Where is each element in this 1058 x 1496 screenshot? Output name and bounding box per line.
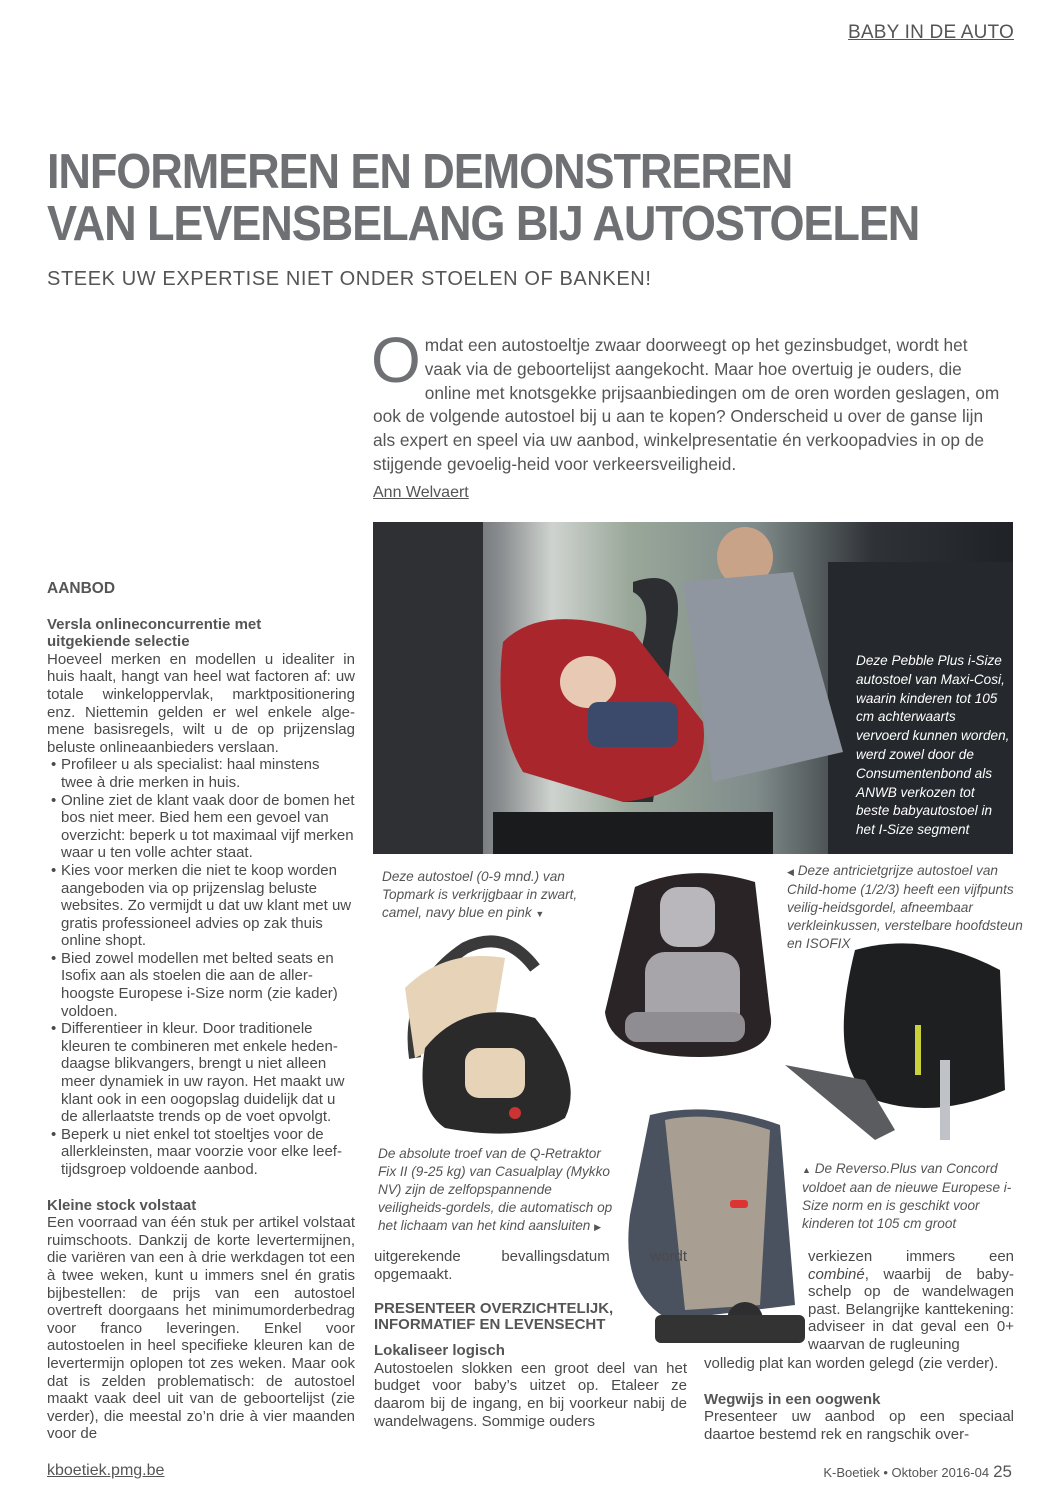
caption-childhome (787, 862, 1037, 953)
text-line: , waarbij de baby- (864, 1265, 1014, 1283)
headrest-insert (660, 887, 715, 947)
section-heading-aanbod: AANBOD (47, 580, 116, 597)
isofix-base (493, 812, 773, 854)
buckle (509, 1107, 521, 1119)
caption-topmark (382, 868, 597, 923)
seat-cushion (625, 1012, 745, 1042)
subheading-wegwijs: Wegwijs in een oogwenk (704, 1390, 881, 1408)
text-line: verkiezen immers een (808, 1248, 1014, 1265)
issue-label: K-Boetiek • Oktober 2016-04 (823, 1465, 990, 1480)
arrow-down-icon: ▼ (535, 909, 545, 919)
page-subtitle: STEEK UW EXPERTISE NIET ONDER STOELEN OF BANKEN! (47, 268, 652, 290)
seat-body (844, 943, 1005, 1108)
indicator-strip (915, 1025, 921, 1075)
intro-paragraph (371, 324, 1003, 477)
bullet-item: • Differentieer in kleur. Door traditionele kleuren te combineren met enkele heden-daagse blikvangers, brengt u niet alleen meer dynamiek in uw rayon. Het maakt uw klant ook in een oogopslag duidelijk dat u de allerlaatste trends op de voet opvolgt. (47, 1020, 355, 1126)
baby-face (560, 656, 616, 708)
arrow-right-icon: ▶ (594, 1222, 602, 1232)
paragraph-hoeveel: Hoeveel merken en modellen u idealiter in huis haalt, hangt van heel wat factoren af: uw totale winkeloppervlak, marktpositionering enz. Niettemin gelden er wel enkele alge-mene basisregels, wilt u de op prijzenslag beluste onlineaanbieders verslaan. (47, 650, 355, 756)
middle-column (374, 1248, 687, 1430)
page-title (47, 146, 930, 250)
front-seat-left (373, 522, 483, 854)
subheading-versla: Versla onlineconcurrentie met uitgekiende selectie (47, 615, 262, 651)
footer-issue (823, 1462, 1012, 1482)
text-line: adviseer in dat geval een 0+ (808, 1318, 1014, 1336)
page-number: 25 (993, 1462, 1012, 1481)
photo-childhome-seat (600, 862, 785, 1062)
photo-concord-seat (785, 930, 1030, 1155)
text-line: schelp op de wandelwagen (808, 1283, 1014, 1301)
man-cardigan (683, 572, 843, 782)
paragraph-volledig: volledig plat kan worden gelegd (zie verder). (704, 1355, 999, 1372)
caption-concord-text: De Reverso.Plus van Concord voldoet aan de nieuwe Europese i-Size norm en is geschikt voor kinderen tot 105 cm groot (802, 1161, 1012, 1231)
bullet-list (47, 756, 355, 1178)
arrow-left-icon: ◀ (787, 867, 794, 877)
bullet-item: • Profileer u als specialist: haal minstens twee à drie merken in huis. (47, 756, 355, 791)
caption-casualplay (378, 1145, 620, 1236)
bullet-item: • Kies voor merken die niet te koop worden aangeboden via op prijzenslag beluste websites. Zo vermijdt u dat uw klant met uw gratis professioneel advies op zak thuis online shopt. (47, 862, 355, 950)
seat-padding (465, 1048, 525, 1098)
title-line-2: VAN LEVENSBELANG BIJ AUTOSTOELEN (47, 197, 920, 251)
isofix-bar (940, 1060, 950, 1140)
subheading-lokaliseer: Lokaliseer logisch (374, 1342, 505, 1360)
section-heading-presenteer: PRESENTEER OVERZICHTELIJK, INFORMATIEF EN LEVENSECHT (374, 1300, 614, 1334)
bullet-item: • Beperk u niet enkel tot stoeltjes voor de allerkleinsten, maar voorzie voor elke leef-tijdsgroep voldoende aanbod. (47, 1126, 355, 1179)
baby-body (588, 702, 678, 747)
main-photo-maxi-cosi (373, 522, 1013, 854)
website-link[interactable]: kboetiek.pmg.be (47, 1462, 165, 1479)
paragraph-presenteer: Presenteer uw aanbod op een speciaal daartoe bestemd rek en rangschik over- (704, 1408, 1014, 1443)
intro-text: mdat een autostoeltje zwaar doorweegt op het gezinsbudget, wordt het vaak via de geboortelijst aangekocht. Maar hoe overtuig je ouders, die online met knotsgekke prijsaanbiedingen om de oren worden geslagen, om ook de volgende autostoel bij u aan te kopen? Onderscheid u over de ganse lijn als expert en speel via uw aanbod, winkelpresentatie én verkoopadvies in op de stijgende gevoelig-heid voor verkeersveiligheid. (373, 335, 1000, 474)
paragraph-verkiezen (808, 1248, 1014, 1354)
caption-childhome-text: Deze antricietgrijze autostoel van Child-home (1/2/3) heeft een vijfpunts veilig-heidsgordel, afneembaar verkleinkussen, verstelbare hoofdsteun en ISOFIX (787, 863, 1023, 951)
right-column (704, 1355, 1014, 1443)
subheading-kleine-stock: Kleine stock volstaat (47, 1196, 197, 1214)
section-tag[interactable]: BABY IN DE AUTO (848, 22, 1014, 43)
right-column-wrap (808, 1248, 1014, 1354)
arrow-up-icon: ▲ (802, 1165, 811, 1175)
text-line: past. Belangrijke kanttekening: (808, 1300, 1014, 1318)
caption-topmark-text: Deze autostoel (0-9 mnd.) van Topmark is verkrijgbaar in zwart, camel, navy blue en pink (382, 869, 578, 920)
caption-casualplay-text: De absolute troef van de Q-Retraktor Fix II (9-25 kg) van Casualplay (Mykko NV) zijn de zelfopspannende veiligheids-gordels, die automatisch op het lichaam van het kind aansluiten (378, 1146, 613, 1233)
bullet-item: • Online ziet de klant vaak door de bomen het bos niet meer. Bied hem een gevoel van overzicht: beperk u tot maximaal vijf merken waar u ten volle achter staat. (47, 792, 355, 862)
caption-maxi-cosi: Deze Pebble Plus i-Size autostoel van Maxi-Cosi, waarin kinderen tot 105 cm achterwaarts vervoerd kunnen worden, werd zowel door de Consumentenbond als ANWB verkozen tot beste babyautostoel in het I-Size segment (856, 653, 1010, 838)
bullet-item: • Bied zowel modellen met belted seats en Isofix aan als stoelen die aan de aller-hoogste Europese i-Size norm (zie kader) voldoen. (47, 950, 355, 1020)
text-italic: combiné (808, 1265, 865, 1283)
caption-concord (802, 1160, 1027, 1233)
photo-topmark-seat (385, 928, 585, 1143)
paragraph-autostoelen: Autostoelen slokken een groot deel van het budget voor baby’s uitzet op. Etaleer ze daarom bij de ingang, en bij voorkeur nabij de wandelwagens. Sommige ouders (374, 1359, 687, 1430)
author-byline[interactable]: Ann Welvaert (373, 484, 469, 501)
left-column (47, 580, 355, 1443)
title-line-1: INFORMEREN EN DEMONSTREREN (47, 145, 793, 199)
drop-cap: O (371, 324, 421, 396)
paragraph-voorraad: Een voorraad van één stuk per artikel volstaat ruimschoots. Dankzij de korte levertermijnen, die variëren van een à drie werkdagen tot een à twee weken, kunt u immers snel én gratis bijbestellen: de prijs van een autostoel overtreft doorgaans het minimumorderbedrag voor franco leveringen. Enkel voor autostoelen in heel specifieke kleuren kan de levertermijn oplopen tot zes weken. Maar ook dat is zelden problematisch: de autostoel maakt vaak deel uit van de geboortelijst (zie verder), die meestal zo’n drie à vier maanden voor de (47, 1214, 355, 1443)
paragraph-continued: uitgerekende bevallingsdatum wordt opgemaakt. (374, 1248, 687, 1283)
text-line: waarvan de rugleuning (808, 1335, 960, 1353)
belt-guide (730, 1200, 748, 1208)
